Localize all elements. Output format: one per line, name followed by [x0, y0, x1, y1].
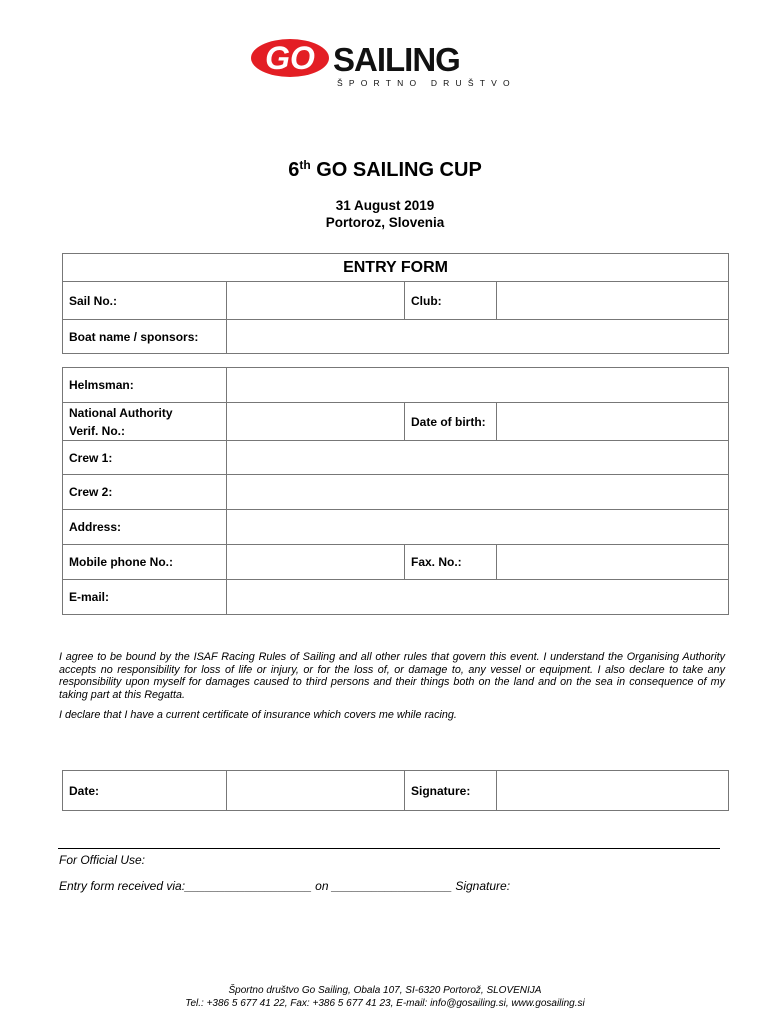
helmsman-field[interactable] [227, 368, 729, 403]
verif-no-text: Verif. No.: [69, 423, 126, 438]
crew1-label: Crew 1: [63, 441, 227, 475]
mobile-field[interactable] [227, 545, 405, 580]
footer-contact: Tel.: +386 5 677 41 22, Fax: +386 5 677 41 23, E-mail: info@gosailing.si, www.gosailing.si [185, 998, 585, 1009]
sail-no-field[interactable] [227, 282, 405, 320]
dob-label: Date of birth: [405, 403, 497, 441]
fax-label: Fax. No.: [405, 545, 497, 580]
title-ordinal: th [299, 158, 311, 172]
gosailing-logo [251, 38, 516, 88]
verif-no-field[interactable] [227, 403, 405, 441]
official-divider [58, 848, 720, 849]
crew1-field[interactable] [227, 441, 729, 475]
club-label: Club: [405, 282, 497, 320]
event-date: 31 August 2019 [335, 198, 435, 213]
entry-form-heading: ENTRY FORM [63, 254, 729, 282]
official-use-heading: For Official Use: [59, 853, 146, 867]
title-text: GO SAILING CUP [310, 159, 482, 181]
sail-no-label: Sail No.: [63, 282, 227, 320]
signature-table [62, 770, 729, 811]
mobile-label: Mobile phone No.: [63, 545, 227, 580]
declaration-paragraph: I agree to be bound by the ISAF Racing Rules of Sailing and all other rules that govern this event. I understand the Organising Authority accepts no responsibility for loss of life or injury, or for the loss of, or damage to, any vessel or equipment. I also declare to take any responsibility upon myself for damages caused to third persons and their things both on the land and on the sea in consequence of my taking part at this Regatta. [59, 651, 725, 701]
crew2-field[interactable] [227, 475, 729, 510]
boat-name-field[interactable] [227, 320, 729, 354]
logo-go-text: GO [265, 40, 315, 76]
club-field[interactable] [497, 282, 729, 320]
logo-tagline: ŠPORTNO DRUŠTVO [337, 78, 516, 88]
date-field[interactable] [227, 771, 405, 811]
footer-address: Športno društvo Go Sailing, Obala 107, SI-6320 Portorož, SLOVENIJA [228, 985, 542, 996]
address-field[interactable] [227, 510, 729, 545]
dob-field[interactable] [497, 403, 729, 441]
boat-name-label: Boat name / sponsors: [63, 320, 227, 354]
logo-sailing-text: SAILING [333, 41, 460, 78]
fax-field[interactable] [497, 545, 729, 580]
date-label: Date: [63, 771, 227, 811]
entry-form-table [62, 253, 729, 354]
national-authority-label [63, 403, 227, 441]
insurance-paragraph: I declare that I have a current certificate of insurance which covers me while racing. [59, 709, 457, 721]
crew2-label: Crew 2: [63, 475, 227, 510]
page-title [0, 158, 770, 182]
national-authority-text: National Authority [69, 405, 173, 420]
signature-label: Signature: [405, 771, 497, 811]
helmsman-label: Helmsman: [63, 368, 227, 403]
event-location: Portoroz, Slovenia [325, 215, 445, 230]
email-label: E-mail: [63, 580, 227, 615]
email-field[interactable] [227, 580, 729, 615]
signature-field[interactable] [497, 771, 729, 811]
address-label: Address: [63, 510, 227, 545]
crew-form-table [62, 367, 729, 615]
title-number: 6 [288, 159, 300, 181]
official-received-line: Entry form received via:___________________ on __________________ Signature: [59, 879, 511, 893]
logo-mark [251, 38, 491, 78]
